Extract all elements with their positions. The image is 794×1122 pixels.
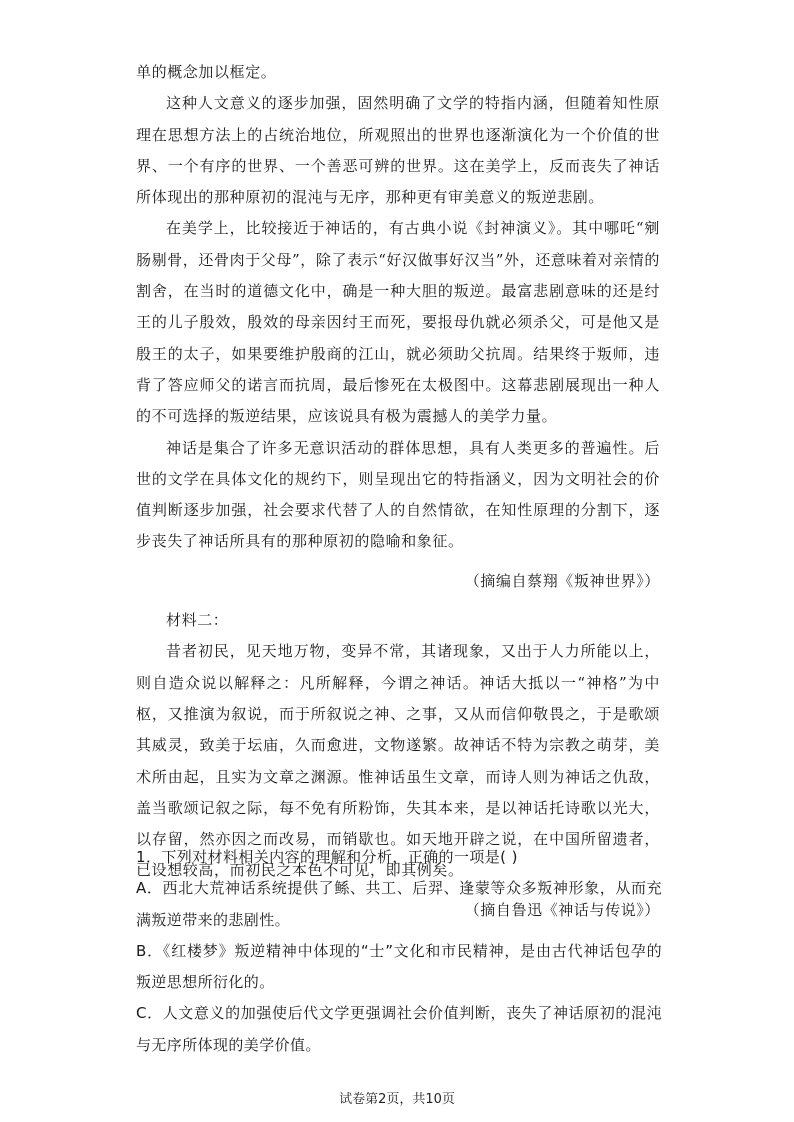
source-citation: （摘自鲁迅《神话与传说》）: [464, 900, 660, 919]
reading-passage: [136, 57, 660, 934]
page-footer: 试卷第2页，共10页: [339, 1092, 455, 1107]
material-two-label: 材料二：: [166, 611, 229, 630]
question-block: [136, 842, 662, 1061]
option-c[interactable]: C．人文意义的加强使后代文学更强调社会价值判断，丧失了神话原初的混沌与无序所体现的美学价值。: [136, 1004, 662, 1054]
source-citation: （摘编自蔡翔《叛神世界》）: [464, 571, 660, 590]
option-b[interactable]: B．《红楼梦》叛逆精神中体现的“士”文化和市民精神，是由古代神话包孕的叛逆思想所衍化的。: [136, 941, 662, 992]
paragraph: 在美学上，比较接近于神话的，有古典小说《封神演义》。其中哪吒“剜肠剔骨，还骨肉于父母”，除了表示“好汉做事好汉当”外，还意味着对亲情的割舍，在当时的道德文化中，确是一种大胆的叛逆。最富悲剧意味的还是纣王的儿子殷效，殷效的母亲因纣王而死，要报母仇就必须杀父，可是他又是殷王的太子，如果要维护殷商的江山，就必须助父抗周。结果终于叛师，违背了答应师父的诺言而抗周，最后惨死在太极图中。这幕悲剧展现出一种人的不可选择的叛逆结果，应该说具有极为震撼人的美学力量。: [136, 219, 661, 426]
paragraph: 神话是集合了许多无意识活动的群体思想，具有人类更多的普遍性。后世的文学在具体文化的规约下，则呈现出它的特指涵义，因为文明社会的价值判断逐步加强，社会要求代替了人的自然情欲，在知性原理的分割下，逐步丧失了神话所具有的那种原初的隐喻和象征。: [136, 438, 660, 551]
paragraph: 昔者初民，见天地万物，变异不常，其诸现象，又出于人力所能以上，则自造众说以解释之：凡所解释，今谓之神话。神话大抵以一“神格”为中枢，又推演为叙说，而于所叙说之神、之事，又从而信仰敬畏之，于是歌颂其威灵，致美于坛庙，久而愈进，文物遂繁。故神话不特为宗教之萌芽，美术所由起，且实为文章之渊源。惟神话虽生文章，而诗人则为神话之仇敌，盖当歌颂记叙之际，每不免有所粉饰，失其本来，是以神话托诗歌以光大，以存留，然亦因之而改易，而销歇也。如天地开辟之说，在中国所留遗者，已设想较高，而初民之本色不可见，即其例矣。: [136, 642, 660, 880]
option-a[interactable]: A．西北大荒神话系统提供了鲧、共工、后羿、逢蒙等众多叛神形象，从而充满叛逆带来的悲剧性。: [136, 879, 662, 929]
question-stem: 1．下列对材料相关内容的理解和分析，正确的一项是( ): [136, 848, 518, 866]
paragraph: 这种人文意义的逐步加强，固然明确了文学的特指内涵，但随着知性原理在思想方法上的占统治地位，所观照出的世界也逐渐演化为一个价值的世界、一个有序的世界、一个善恶可辨的世界。这在美学上，反而丧失了神话所体现出的那种原初的混沌与无序，那种更有审美意义的叛逆悲剧。: [136, 94, 660, 207]
paragraph-continued: 单的概念加以框定。: [136, 63, 277, 81]
